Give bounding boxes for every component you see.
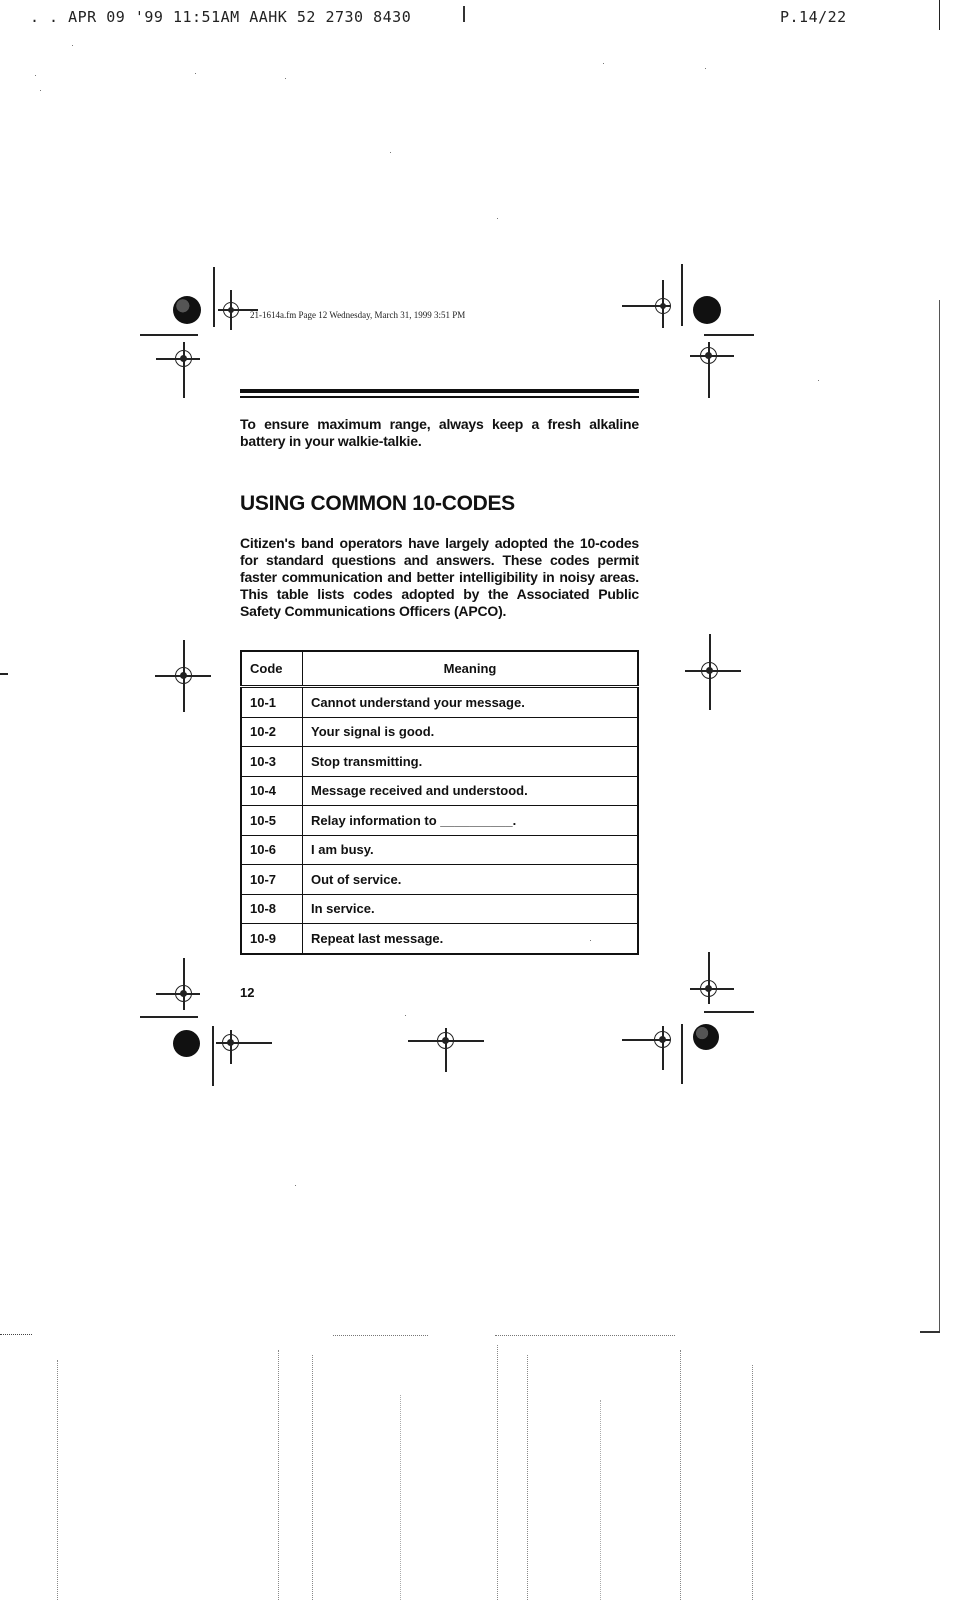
meaning-cell: Stop transmitting. xyxy=(303,747,639,777)
code-cell: 10-6 xyxy=(241,835,303,865)
column-header-meaning: Meaning xyxy=(303,651,639,687)
code-cell: 10-7 xyxy=(241,865,303,895)
table-row xyxy=(241,865,638,895)
code-cell: 10-9 xyxy=(241,924,303,954)
section-rule-thick xyxy=(240,389,639,393)
meaning-cell: Out of service. xyxy=(303,865,639,895)
meaning-cell: Cannot understand your message. xyxy=(303,687,639,718)
crosshair-top-right xyxy=(622,294,672,324)
crosshair-right-upper xyxy=(690,334,754,398)
table-header-row xyxy=(241,651,638,687)
code-cell: 10-1 xyxy=(241,687,303,718)
code-cell: 10-5 xyxy=(241,806,303,836)
file-info-line: 21-1614a.fm Page 12 Wednesday, March 31, 1999 3:51 PM xyxy=(250,310,466,320)
left-margin-dash xyxy=(0,673,8,675)
ten-codes-table xyxy=(240,650,639,955)
code-cell: 10-2 xyxy=(241,717,303,747)
crop-line-bottom-right xyxy=(681,1024,683,1084)
column-header-code: Code xyxy=(241,651,303,687)
meaning-cell: I am busy. xyxy=(303,835,639,865)
section-heading: USING COMMON 10-CODES xyxy=(240,492,515,515)
registration-dot-bottom-left xyxy=(173,1030,200,1057)
table-row xyxy=(241,835,638,865)
crosshair-left-lower xyxy=(140,958,200,1018)
table-row xyxy=(241,747,638,777)
table-row xyxy=(241,776,638,806)
section-paragraph: Citizen's band operators have largely adopted the 10-codes for standard questions and answers. These codes permit faster communication and better intelligibility in noisy areas. This table lists codes adopted by the Associated Public Safety Communications Officers (APCO). xyxy=(240,535,639,619)
crosshair-bottom-center xyxy=(408,1028,484,1074)
scan-edge-left-mark xyxy=(0,1334,32,1336)
registration-dot-bottom-right xyxy=(693,1024,719,1050)
crosshair-bottom-left xyxy=(216,1030,272,1060)
code-cell: 10-8 xyxy=(241,894,303,924)
crosshair-bottom-right xyxy=(622,1026,672,1072)
registration-dot-top-right xyxy=(693,296,721,324)
meaning-cell: Message received and understood. xyxy=(303,776,639,806)
table-row xyxy=(241,687,638,718)
scan-edge-top xyxy=(939,0,940,30)
table-row xyxy=(241,717,638,747)
code-cell: 10-4 xyxy=(241,776,303,806)
meaning-cell: Relay information to __________. xyxy=(303,806,639,836)
crosshair-right-lower xyxy=(690,952,754,1016)
table-row xyxy=(241,894,638,924)
header-tick xyxy=(463,6,465,22)
scan-edge-corner xyxy=(920,1331,940,1333)
meaning-cell: Your signal is good. xyxy=(303,717,639,747)
crosshair-left-middle xyxy=(155,640,211,712)
crosshair-left-upper xyxy=(140,334,200,398)
code-cell: 10-3 xyxy=(241,747,303,777)
section-rule-thin xyxy=(240,396,639,398)
crosshair-right-middle xyxy=(685,634,741,710)
crop-line-top-left xyxy=(213,267,215,327)
crop-line-bottom-left xyxy=(212,1026,214,1086)
table-row xyxy=(241,924,638,954)
page-number: 12 xyxy=(240,985,255,1000)
meaning-cell: In service. xyxy=(303,894,639,924)
crop-line-top-right xyxy=(681,264,683,326)
fax-header-left: . . APR 09 '99 11:51AM AAHK 52 2730 8430 xyxy=(30,8,412,26)
intro-paragraph: To ensure maximum range, always keep a fresh alkaline battery in your walkie-talkie. xyxy=(240,416,639,449)
scan-edge xyxy=(939,300,940,1332)
table-row xyxy=(241,806,638,836)
meaning-cell: Repeat last message. xyxy=(303,924,639,954)
registration-dot-top-left xyxy=(173,296,201,324)
fax-page-indicator: P.14/22 xyxy=(780,8,847,26)
